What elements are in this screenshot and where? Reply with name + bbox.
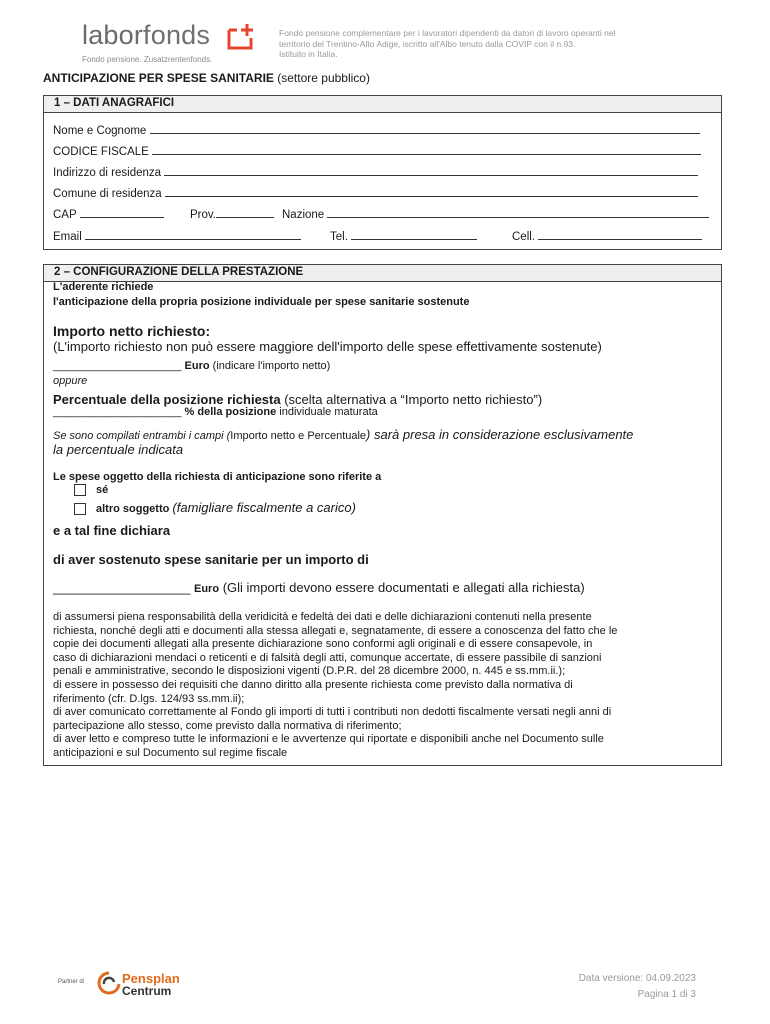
euro-input-line[interactable]: _____________________ xyxy=(53,360,182,372)
pensplan-sub: Centrum xyxy=(122,984,172,998)
aderente-label: L'aderente richiede xyxy=(53,281,154,293)
nome-field[interactable]: Nome e Cognome xyxy=(53,123,700,137)
nazione-field[interactable]: Nazione xyxy=(282,207,709,221)
cap-input-line[interactable] xyxy=(80,207,164,218)
euro-row[interactable]: _____________________ Euro (indicare l'importo netto) xyxy=(53,360,331,372)
importo-spese-input-line[interactable]: ___________________ xyxy=(53,580,191,595)
dichiarazioni-text: di assumersi piena responsabilità della veridicità e fedeltà dei dati e delle dichiarazioni contenuti nella presente richiesta, nonché degli atti e documenti alla stessa allegati e, segnatamente, di essere a conoscenza del fatto che le copie dei documenti allegati alla presente dichiarazione sono conformi agli originali e di essere consapevole, in caso di dichiarazioni mendaci o reticenti e di falsità degli atti, comunque accertate, di essere passibile di sanzioni penali e amministrative, secondo le disposizioni vigenti (D.P.R. del 28 dicembre 2000, n. 445 e ss.mm.ii.); di essere in possesso dei requisiti che danno diritto alla presente richiesta come previsto dalla normativa di riferimento (cfr. D.lgs. 124/93 ss.mm.ii); di aver comunicato correttamente al Fondo gli importi di tutti i contributi non dedotti fiscalmente versati negli anni di partecipazione allo stesso, come previsto dalla normativa di riferimento; di aver letto e compreso tutte le informazioni e le avvertenze qui riportate e disponibili anche nel Documento sulle anticipazioni e sul Documento sul regime fiscale xyxy=(53,611,618,759)
prov-field[interactable]: Prov. xyxy=(190,207,274,221)
cell-input-line[interactable] xyxy=(538,229,702,240)
tel-input-line[interactable] xyxy=(351,229,477,240)
oppure-label: oppure xyxy=(53,375,88,387)
comune-field[interactable]: Comune di residenza xyxy=(53,186,698,200)
dichiara-label: e a tal fine dichiara xyxy=(53,523,171,538)
version-date: Data versione: 04.09.2023 xyxy=(578,973,696,984)
section1-heading: 1 – DATI ANAGRAFICI xyxy=(44,96,721,113)
importo-title: Importo netto richiesto: xyxy=(53,323,211,339)
importo-spese-row[interactable]: ___________________ Euro (Gli importi devono essere documentati e allegati alla richiesta) xyxy=(53,580,585,595)
anticipazione-label: l'anticipazione della propria posizione individuale per spese sanitarie sostenute xyxy=(53,296,470,308)
email-field[interactable]: Email xyxy=(53,229,301,243)
comune-input-line[interactable] xyxy=(165,186,698,197)
altro-soggetto-checkbox[interactable] xyxy=(74,503,86,515)
laborfonds-logo-icon xyxy=(227,22,257,50)
indirizzo-field[interactable]: Indirizzo di residenza xyxy=(53,165,698,179)
section2-heading: 2 – CONFIGURAZIONE DELLA PRESTAZIONE xyxy=(44,265,721,282)
page-header xyxy=(0,0,770,70)
compilati-note-2: la percentuale indicata xyxy=(53,442,184,457)
option-altro-row[interactable]: altro soggetto (famigliare fiscalmente a carico) xyxy=(74,500,356,515)
se-checkbox[interactable] xyxy=(74,484,86,496)
document-title: ANTICIPAZIONE PER SPESE SANITARIE (settore pubblico) xyxy=(43,71,370,85)
pensplan-logo-icon xyxy=(96,970,122,998)
nazione-input-line[interactable] xyxy=(327,207,709,218)
sostenuto-label: di aver sostenuto spese sanitarie per un importo di xyxy=(53,552,369,567)
page-number: Pagina 1 di 3 xyxy=(637,989,696,1000)
tel-field[interactable]: Tel. xyxy=(330,229,477,243)
partner-label: Partner di xyxy=(58,979,85,985)
compilati-note: Se sono compilati entrambi i campi (Importo netto e Percentuale) sarà presa in considerazione esclusivamente xyxy=(53,427,634,442)
logo-subtitle: Fondo pensione. Zusatzrentenfonds. xyxy=(82,55,213,64)
cf-input-line[interactable] xyxy=(152,144,701,155)
laborfonds-logo: laborfonds xyxy=(82,20,211,50)
cap-field[interactable]: CAP xyxy=(53,207,164,221)
option-se-row[interactable]: sé xyxy=(74,484,108,496)
indirizzo-input-line[interactable] xyxy=(164,165,698,176)
codice-fiscale-field[interactable]: CODICE FISCALE xyxy=(53,144,701,158)
email-input-line[interactable] xyxy=(85,229,301,240)
percentuale-title: Percentuale della posizione richiesta (scelta alternativa a “Importo netto richiesto”) xyxy=(53,392,543,407)
prov-input-line[interactable] xyxy=(216,207,274,218)
spese-title: Le spese oggetto della richiesta di anticipazione sono riferite a xyxy=(53,471,382,483)
cell-field[interactable]: Cell. xyxy=(512,229,702,243)
percentuale-input-line[interactable]: _____________________ xyxy=(53,406,182,418)
fund-description: Fondo pensione complementare per i lavoratori dipendenti da datori di lavoro operanti nel territorio del Trentino-Alto Adige, iscritto all'Albo tenuto dalla COVIP con il n.93. Istituito in Italia. xyxy=(279,28,616,59)
pensplan-name: Pensplan xyxy=(122,971,180,986)
importo-note: (L'importo richiesto non può essere maggiore dell'importo delle spese effettivamente sostenute) xyxy=(53,339,602,354)
percentuale-row[interactable]: _____________________ % della posizione individuale maturata xyxy=(53,406,378,418)
nome-input-line[interactable] xyxy=(150,123,700,134)
